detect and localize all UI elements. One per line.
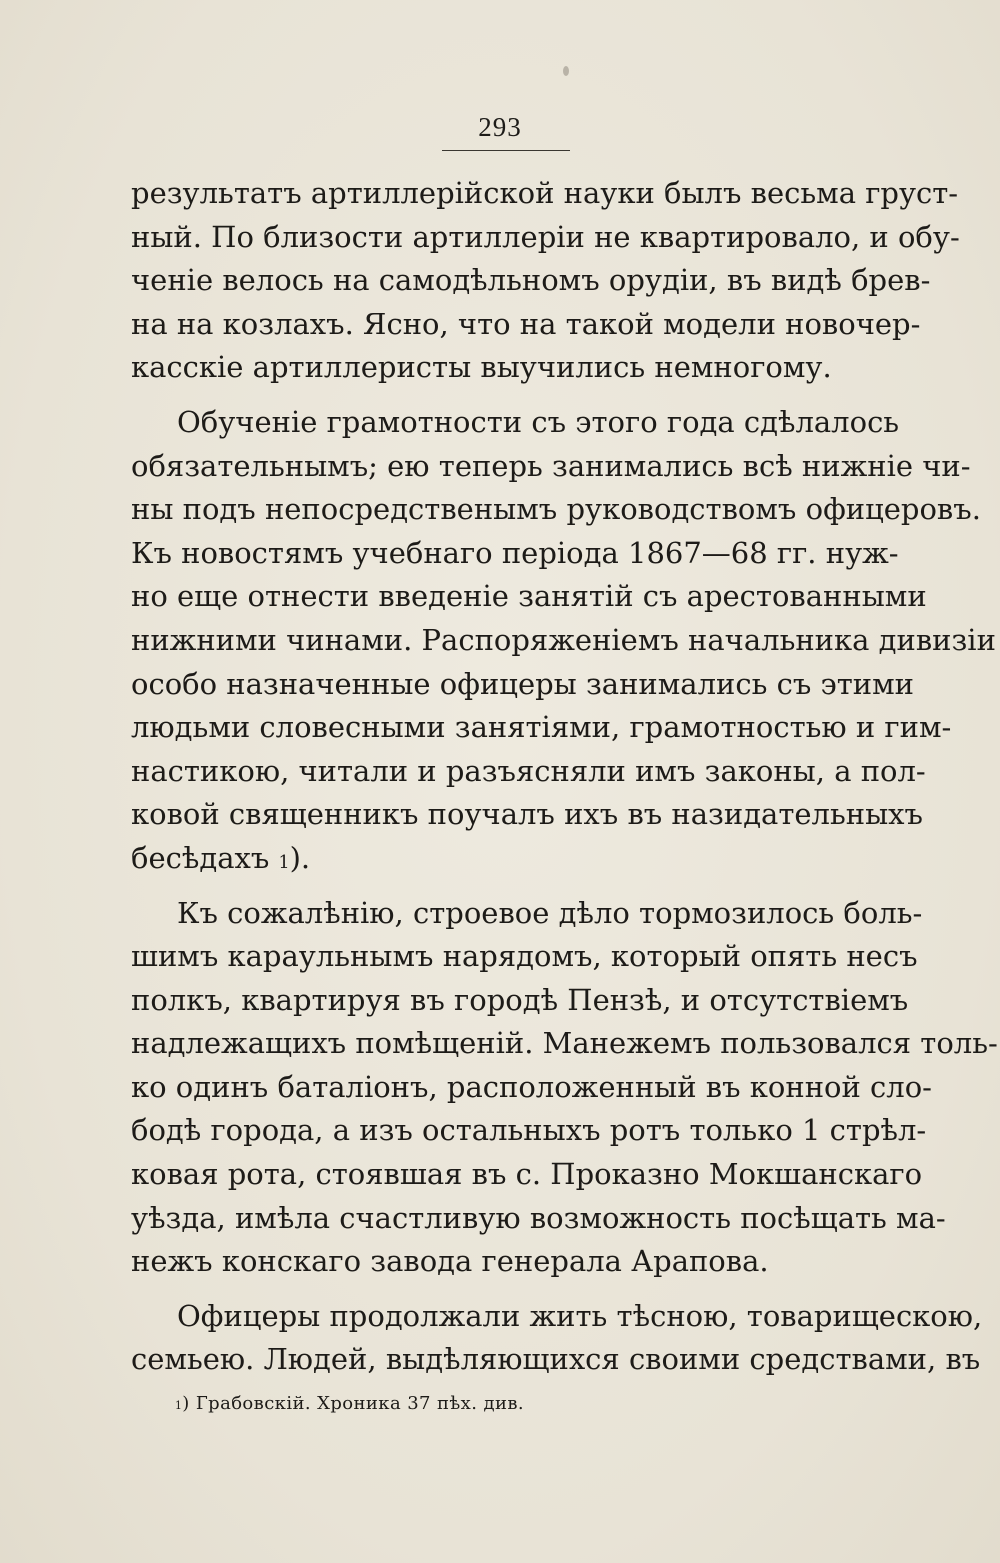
footnote-reference: 1 (278, 852, 290, 873)
text-line: на на козлахъ. Ясно, что на такой модели новочер- (131, 306, 921, 341)
body-text (131, 172, 998, 1382)
text-line (131, 837, 893, 881)
text-line: Офицеры продолжали жить тѣсною, товарищескою, (177, 1298, 983, 1333)
text-line: Къ новостямъ учебнаго періода 1867—68 гг. нуж- (131, 535, 899, 570)
text-line: ны подъ непосредственымъ руководствомъ офицеровъ. (131, 492, 981, 527)
page-number: 293 (478, 112, 522, 142)
text-line: ковая рота, стоявшая въ с. Проказно Мокшанскаго (131, 1157, 923, 1192)
footnote-marker: 1 (175, 1399, 183, 1412)
text-line: особо назначенные офицеры занимались съ этими (131, 666, 914, 701)
paper-speck (563, 66, 569, 76)
text-line: результатъ артиллерійской науки былъ весьма груст- (131, 176, 959, 210)
header-rule (442, 150, 570, 151)
text-line: бодѣ города, а изъ остальныхъ ротъ только 1 стрѣл- (131, 1113, 927, 1148)
text-line: но еще отнести введеніе занятій съ арестованными (131, 579, 927, 614)
text-line: касскіе артиллеристы выучились немногому. (131, 350, 832, 385)
text-line: ченіе велось на самодѣльномъ орудіи, въ видѣ брев- (131, 263, 931, 298)
text-line: обязательнымъ; ею теперь занимались всѣ нижніе чи- (131, 448, 971, 483)
text-line: ковой священникъ поучалъ ихъ въ назидательныхъ (131, 797, 923, 832)
footnote (175, 1393, 524, 1414)
text-line: нижними чинами. Распоряженіемъ начальника дивизіи (131, 622, 996, 657)
text-line: настикою, читали и разъясняли имъ законы, а пол- (131, 753, 926, 788)
text-line: семьею. Людей, выдѣляющихся своими средствами, въ (131, 1342, 981, 1377)
text-line: ный. По близости артиллеріи не квартировало, и обу- (131, 219, 960, 254)
text-line: ко одинъ баталіонъ, расположенный въ конной сло- (131, 1069, 932, 1104)
text-line: Къ сожалѣнію, строевое дѣло тормозилось боль- (177, 895, 923, 930)
text-line: надлежащихъ помѣщеній. Манежемъ пользовался толь- (131, 1026, 998, 1061)
text-line: уѣзда, имѣла счастливую возможность посѣщать ма- (131, 1200, 946, 1235)
text-fragment: бесѣдахъ (131, 840, 270, 875)
text-line: нежъ конскаго завода генерала Арапова. (131, 1244, 769, 1279)
text-line: полкъ, квартируя въ городѣ Пензѣ, и отсутствіемъ (131, 982, 909, 1017)
text-line: шимъ караульнымъ нарядомъ, который опять несъ (131, 939, 918, 974)
text-line: Обученіе грамотности съ этого года сдѣлалось (177, 404, 900, 439)
text-line: людьми словесными занятіями, грамотностью и гим- (131, 710, 952, 745)
text-fragment: ). (289, 840, 311, 875)
footnote-text: ) Грабовскій. Хроника 37 пѣх. див. (182, 1393, 525, 1414)
